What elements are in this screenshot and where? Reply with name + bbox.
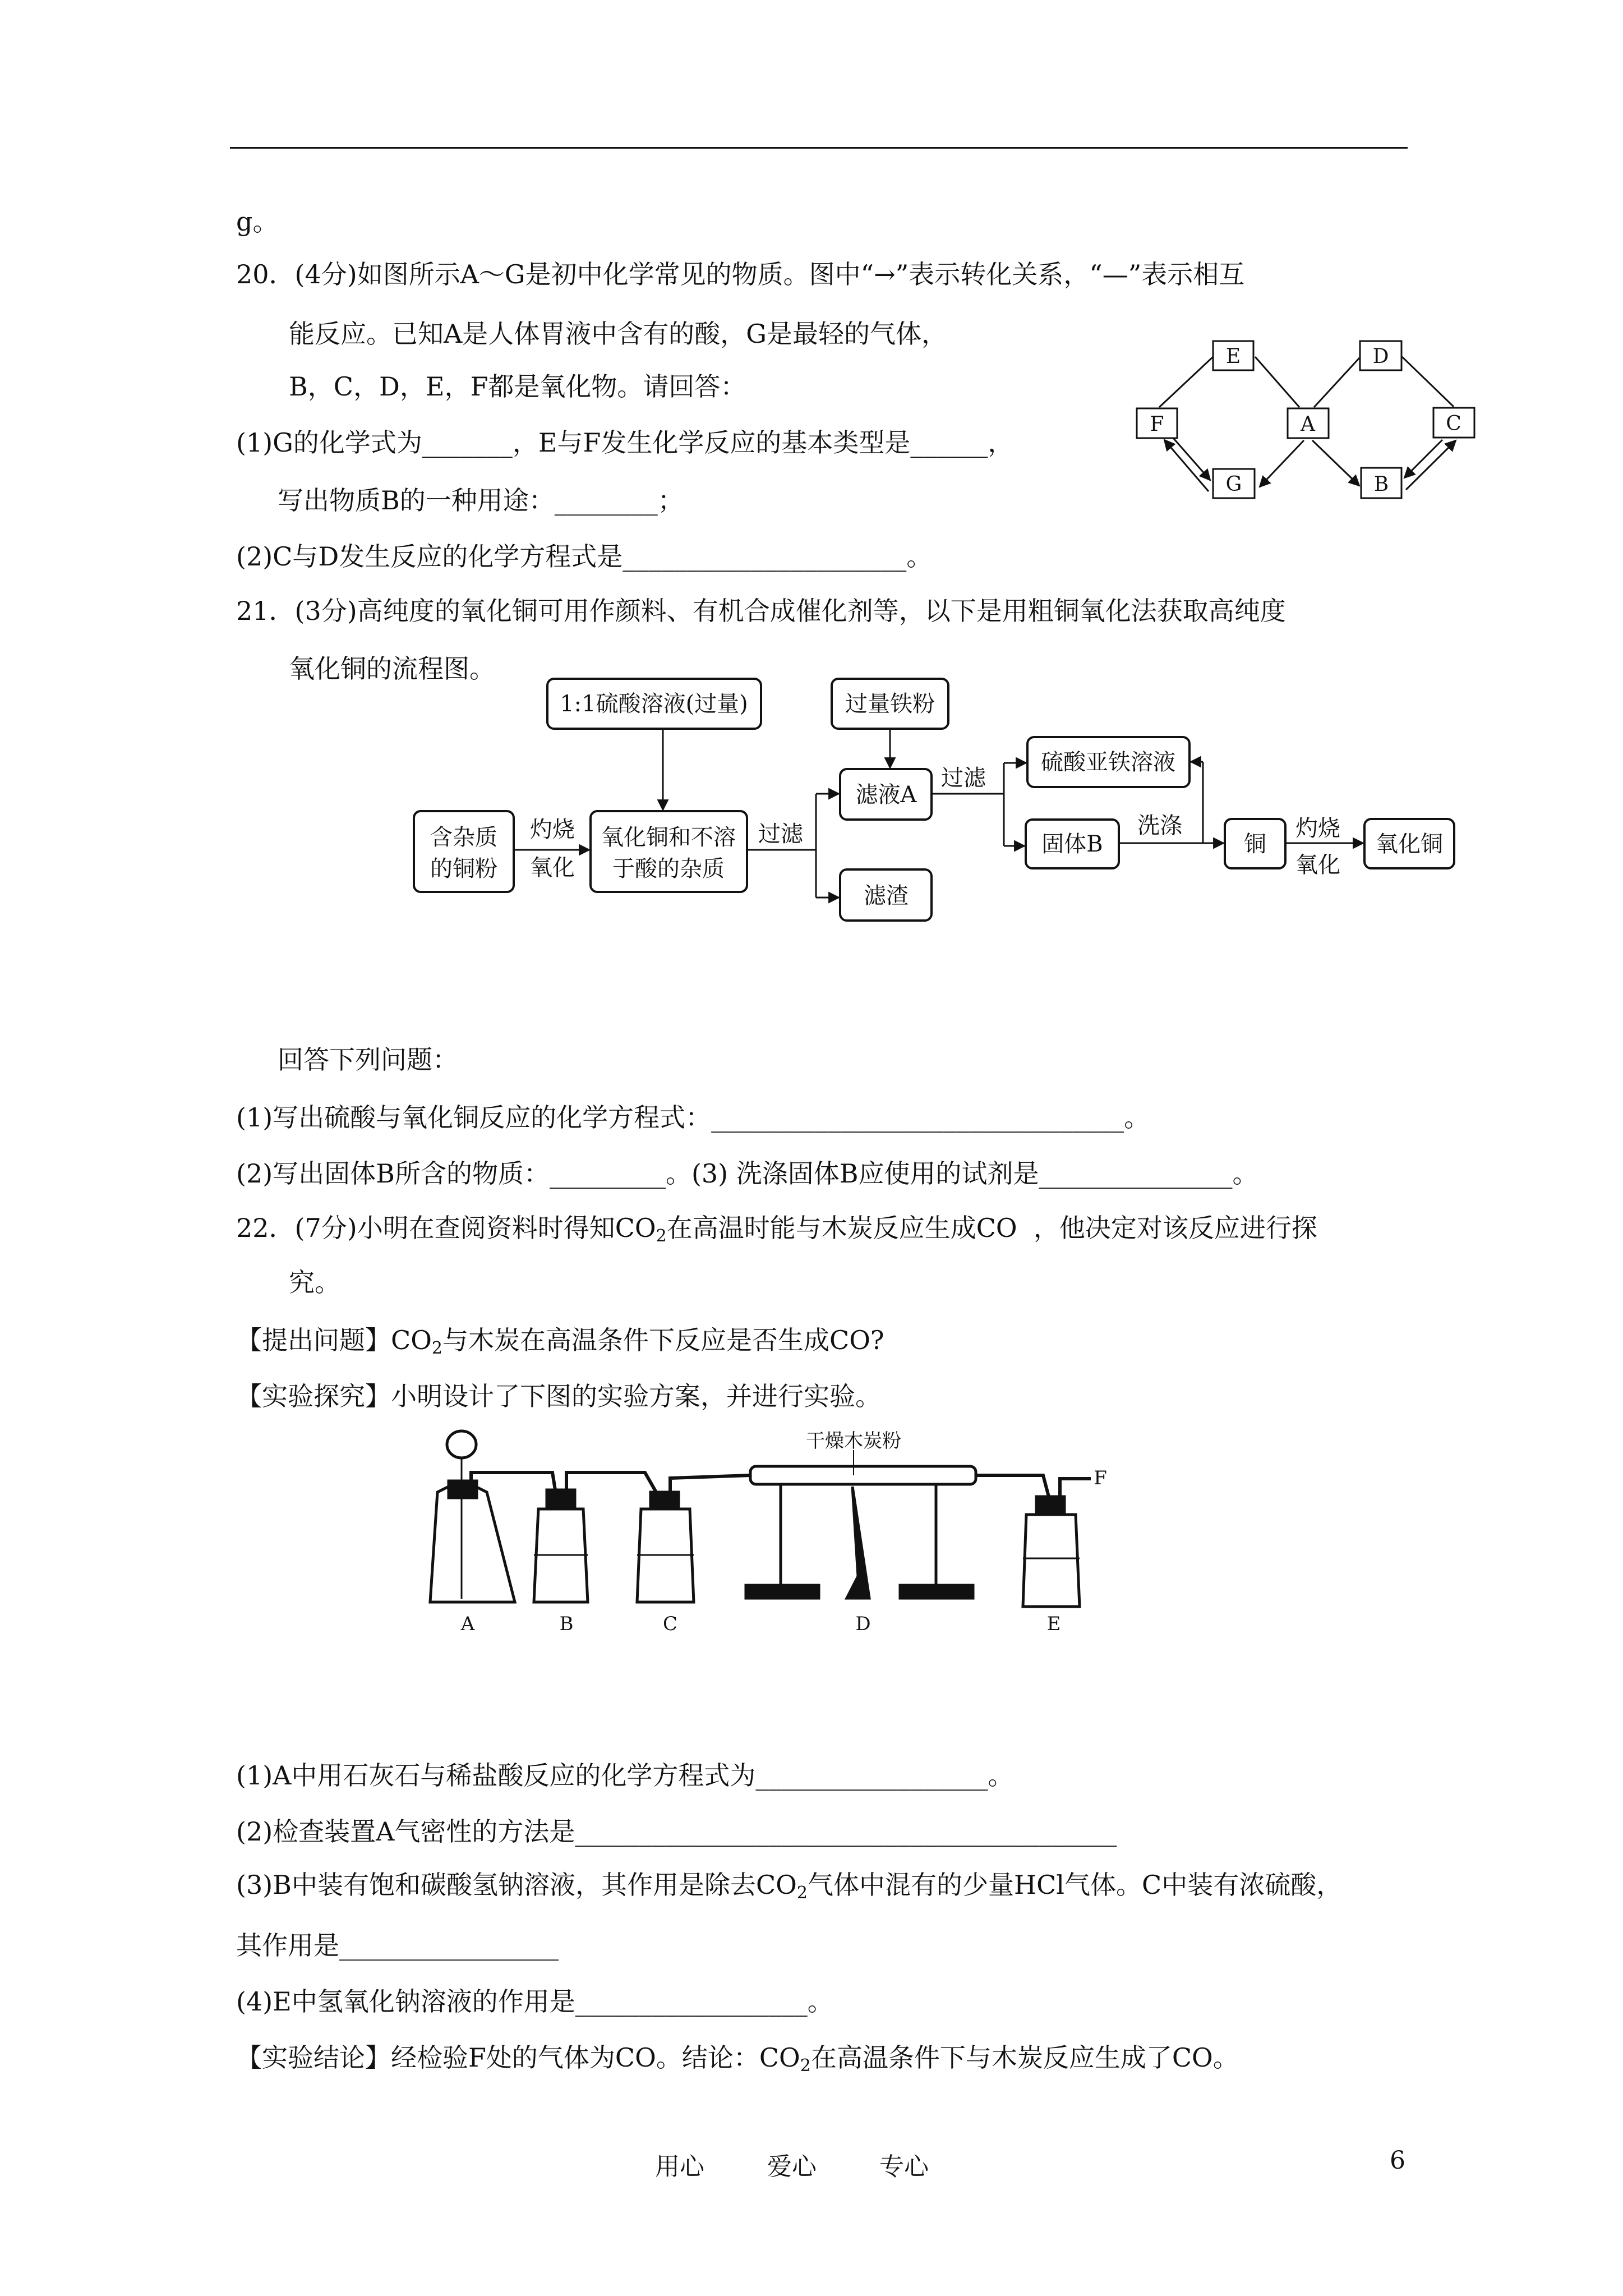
outlet-f-label: F [1094,1467,1107,1489]
question-21-part-2: (2)写出固体B所含的物质：_________。(3) 洗涤固体B应使用的试剂是_______________。 [236,1158,1258,1189]
box-residue-label: 滤渣 [864,883,909,909]
question-22-part-3b: 其作用是_________________ [236,1930,559,1961]
footer-word-2: 爱心 [767,2152,817,2181]
step-oxidize-label: 氧化 [530,855,575,881]
node-D-label: D [1372,345,1389,368]
question-20-part-2: (2)C与D发生反应的化学方程式是______________________。 [236,541,933,572]
question-20-text: B，C，D，E，F都是氧化物。请回答： [289,371,746,402]
box-solid-b-label: 固体B [1041,831,1103,857]
node-F-label: F [1150,413,1164,436]
apparatus-a-label: A [460,1613,475,1635]
box-mix-label-2: 于酸的杂质 [612,856,725,882]
apparatus-d-label: D [855,1613,871,1635]
question-22-part-3: (3)B中装有饱和碳酸氢钠溶液，其作用是除去$CO_2$气体中混有的少量HCl气体。C中装有浓硫酸， [236,1870,1343,1903]
charcoal-label: 干燥木炭粉 [806,1430,901,1452]
question-20-text: 20．(4分)如图所示A～G是初中化学常见的物质。图中“→”表示转化关系，“—”表示相互 [236,259,1245,289]
question-22-part-4: (4)E中氢氧化钠溶液的作用是__________________。 [236,1986,833,2017]
footer-word-3: 专心 [879,2152,929,2181]
question-20-part-1: (1)G的化学式为_______，E与F发生化学反应的基本类型是______， [236,427,1014,458]
box-filtrate-a-label: 滤液A [855,782,917,808]
question-20-text: 能反应。已知A是人体胃液中含有的酸，G是最轻的气体， [289,319,947,349]
box-copper-label: 铜 [1244,831,1266,857]
question-21-text: 氧化铜的流程图。 [289,654,495,684]
question-22-part-1: (1)A中用石灰石与稀盐酸反应的化学方程式为__________________。 [236,1760,1014,1791]
question-21-text: 21．(3分)高纯度的氧化铜可用作颜料、有机合成催化剂等，以下是用粗铜氧化法获取高纯度 [236,596,1286,626]
raise-question: 【提出问题】$CO_2$与木炭在高温条件下反应是否生成CO? [236,1325,884,1358]
box-feso4-label: 硫酸亚铁溶液 [1041,749,1175,775]
question-22-text: 22．(7分)小明在查阅资料时得知$CO_2$在高温时能与木炭反应生成CO ，他决定对该反应进行探 [236,1213,1317,1246]
box-acid-label: 1:1硫酸溶液(过量) [560,691,748,717]
step-wash-label: 洗涤 [1137,813,1182,839]
apparatus-b-label: B [559,1613,574,1635]
node-E-label: E [1225,345,1241,368]
question-21-part-1: (1)写出硫酸与氧化铜反应的化学方程式：________________________________。 [236,1102,1150,1133]
step-burn-label-2: 灼烧 [1295,816,1340,841]
apparatus-c-label: C [662,1613,678,1635]
question-20-part-1b: 写出物质B的一种用途：________； [278,485,684,516]
node-B-label: B [1373,473,1389,496]
node-A-label: A [1301,413,1315,436]
node-C-label: C [1446,412,1461,435]
box-product-label: 氧化铜 [1376,831,1443,857]
box-raw-label-1: 含杂质 [430,825,497,850]
apparatus-e-label: E [1046,1613,1061,1635]
question-22-part-2: (2)检查装置A气密性的方法是__________________________________________ [236,1816,1117,1847]
step-filter-label-2: 过滤 [941,765,986,791]
question-21-prompt: 回答下列问题： [278,1045,458,1075]
step-burn-label: 灼烧 [530,817,575,843]
box-iron-label: 过量铁粉 [845,691,935,717]
box-mix-label-1: 氧化铜和不溶 [601,825,736,850]
footer-word-1: 用心 [655,2152,704,2181]
experiment-apparatus [430,1431,1091,1607]
box-raw-label-2: 的铜粉 [430,856,497,882]
page-number: 6 [1390,2146,1405,2175]
experiment-explore: 【实验探究】小明设计了下图的实验方案，并进行实验。 [236,1381,881,1411]
node-G-label: G [1225,473,1242,496]
experiment-conclusion: 【实验结论】经检验F处的气体为CO。结论：$CO_2$在高温条件下与木炭反应生成了CO。 [236,2042,1239,2076]
text-line: g。 [236,206,279,237]
step-oxidize-label-2: 氧化 [1295,852,1340,878]
question-22-text: 究。 [289,1267,340,1297]
step-filter-label: 过滤 [758,821,803,847]
